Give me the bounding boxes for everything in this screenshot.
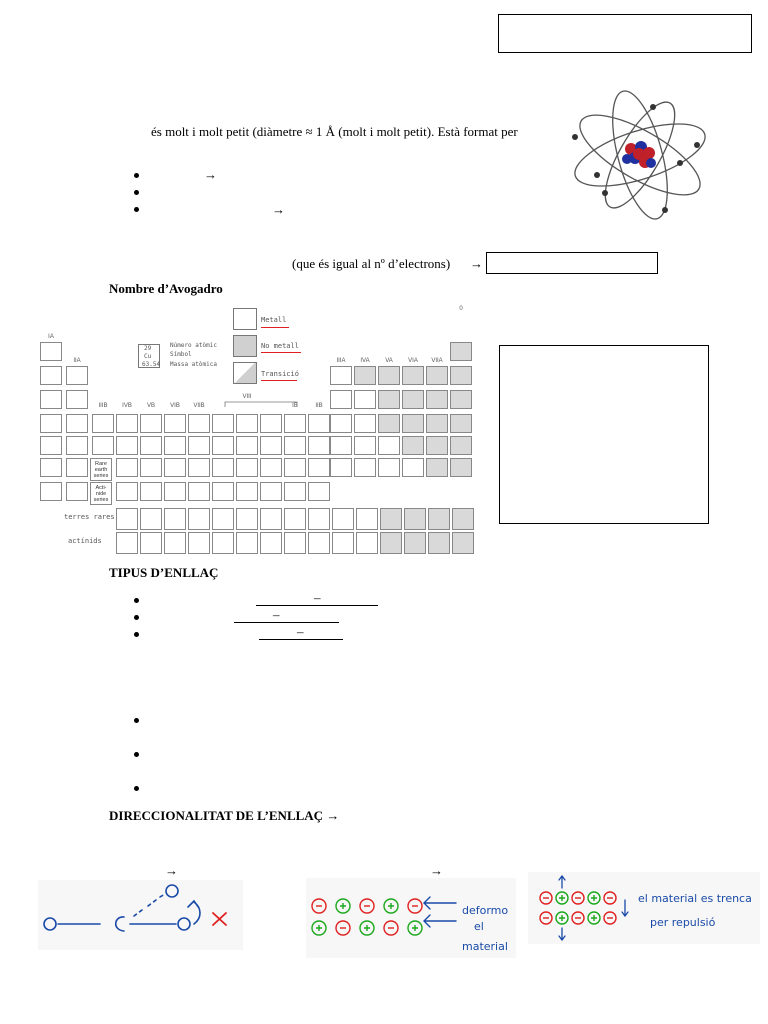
dash: – xyxy=(273,607,280,622)
arrow: → xyxy=(470,256,483,271)
element-cell xyxy=(330,436,352,455)
element-cell xyxy=(378,414,400,433)
bullet xyxy=(134,632,139,637)
legend-metal-swatch xyxy=(233,308,257,330)
element-cell xyxy=(236,414,258,433)
ionic-deform-sketch xyxy=(306,878,516,958)
element-cell xyxy=(164,482,186,501)
rare-earth-cell xyxy=(260,508,282,530)
element-cell xyxy=(66,436,88,455)
element-cell xyxy=(188,414,210,433)
actinide-series-cell: Acti- nide series xyxy=(90,482,112,505)
legend-mass-label: Massa atòmica xyxy=(170,361,217,368)
element-cell xyxy=(450,436,472,455)
element-cell xyxy=(378,458,400,477)
legend-nonmetal-swatch xyxy=(233,335,257,357)
element-cell xyxy=(164,436,186,455)
element-cell xyxy=(188,458,210,477)
group-label: VIIB xyxy=(193,403,205,409)
rare-earth-cell xyxy=(116,508,138,530)
element-cell xyxy=(378,366,400,385)
element-cell xyxy=(354,390,376,409)
element-cell xyxy=(40,342,62,361)
element-cell xyxy=(284,482,306,501)
element-cell xyxy=(260,436,282,455)
element-cell xyxy=(236,482,258,501)
legend-metal-label: Metall xyxy=(261,316,287,324)
handwriting-material: material xyxy=(462,940,508,953)
rare-earth-cell xyxy=(308,532,330,554)
dash: – xyxy=(297,624,304,639)
legend-example-symbol: Cu xyxy=(144,353,152,360)
group-label: IB xyxy=(292,403,298,409)
group-label: IIIB xyxy=(98,403,108,409)
legend-example-mass: 63.54 xyxy=(142,361,161,368)
atom-description: és molt i molt petit (diàmetre ≈ 1 Å (molt i molt petit). Està format per xyxy=(151,124,518,139)
rare-earth-cell xyxy=(404,532,426,554)
element-cell xyxy=(40,436,62,455)
rare-earth-cell xyxy=(284,508,306,530)
element-cell xyxy=(450,342,472,361)
rare-earth-cell xyxy=(140,532,162,554)
legend-nonmetal-label: No metall xyxy=(261,342,299,350)
rare-earth-cell xyxy=(164,532,186,554)
element-cell xyxy=(116,482,138,501)
bullet xyxy=(134,190,139,195)
legend-symbol-label: Símbol xyxy=(170,351,192,358)
rare-earth-cell xyxy=(332,532,354,554)
group-label: VA xyxy=(385,358,393,364)
rare-earth-cell xyxy=(452,508,474,530)
element-cell xyxy=(402,414,424,433)
element-cell xyxy=(116,458,138,477)
element-cell xyxy=(450,390,472,409)
element-cell xyxy=(354,436,376,455)
rare-earths-label: terres rares xyxy=(64,513,115,521)
rare-earth-cell xyxy=(332,508,354,530)
element-cell xyxy=(284,436,306,455)
underline xyxy=(261,352,301,353)
group-label: VIII xyxy=(242,394,252,400)
rare-earth-cell xyxy=(356,508,378,530)
element-cell xyxy=(188,482,210,501)
notes-box xyxy=(499,345,709,524)
bullet xyxy=(134,752,139,757)
element-cell xyxy=(236,458,258,477)
rare-earth-cell xyxy=(452,532,474,554)
element-cell xyxy=(140,436,162,455)
element-cell xyxy=(330,458,352,477)
element-cell xyxy=(426,366,448,385)
element-cell xyxy=(116,414,138,433)
handwriting-el: el xyxy=(474,920,484,933)
element-cell xyxy=(212,436,234,455)
element-cell xyxy=(212,482,234,501)
element-cell xyxy=(308,436,330,455)
element-cell xyxy=(450,366,472,385)
rare-earth-cell xyxy=(404,508,426,530)
group-label: VB xyxy=(146,403,155,409)
directionality-heading: DIRECCIONALITAT DE L’ENLLAÇ → xyxy=(109,808,340,823)
element-cell xyxy=(450,458,472,477)
group-label: IA xyxy=(48,334,54,340)
element-cell xyxy=(40,458,62,477)
element-cell xyxy=(426,390,448,409)
element-cell xyxy=(92,414,114,433)
group-label: VIIA xyxy=(431,358,443,364)
element-cell xyxy=(140,482,162,501)
underline xyxy=(261,380,297,381)
covalent-bond-sketch xyxy=(38,880,243,950)
element-cell xyxy=(330,390,352,409)
element-cell xyxy=(426,436,448,455)
rare-earth-cell xyxy=(308,508,330,530)
handwriting-deform: deformo xyxy=(462,904,509,917)
element-cell xyxy=(40,366,62,385)
dash: – xyxy=(314,590,321,605)
element-cell xyxy=(308,482,330,501)
element-cell xyxy=(164,414,186,433)
group-label: IIB xyxy=(315,403,323,409)
arrow: → xyxy=(165,863,178,878)
rare-earth-cell xyxy=(428,532,450,554)
rare-earth-cell xyxy=(212,508,234,530)
underline xyxy=(261,327,289,328)
legend-number-label: Número atòmic xyxy=(170,342,217,349)
element-cell xyxy=(330,414,352,433)
element-cell xyxy=(140,414,162,433)
bullet xyxy=(134,786,139,791)
legend-transition-label: Transició xyxy=(261,370,299,378)
actinides-label: actínids xyxy=(68,537,102,545)
rare-earth-cell xyxy=(116,532,138,554)
element-cell xyxy=(354,366,376,385)
element-cell xyxy=(66,482,88,501)
element-cell xyxy=(402,366,424,385)
element-cell xyxy=(92,436,114,455)
element-cell xyxy=(66,390,88,409)
element-cell xyxy=(308,458,330,477)
element-cell xyxy=(140,458,162,477)
rare-earth-cell xyxy=(212,532,234,554)
rare-earth-cell xyxy=(236,532,258,554)
element-cell xyxy=(402,458,424,477)
element-cell xyxy=(330,366,352,385)
element-cell xyxy=(354,414,376,433)
viii-bracket xyxy=(224,400,298,408)
bond-types-heading: TIPUS D’ENLLAÇ xyxy=(109,565,219,580)
electrons-text: (que és igual al nº d’electrons) xyxy=(292,256,451,271)
element-cell xyxy=(378,436,400,455)
element-cell xyxy=(212,458,234,477)
element-cell xyxy=(378,390,400,409)
rare-earth-cell xyxy=(284,532,306,554)
rare-earth-series-cell: Rare earth series xyxy=(90,458,112,481)
element-cell xyxy=(40,390,62,409)
rare-earth-cell xyxy=(380,508,402,530)
arrow: → xyxy=(272,202,285,217)
bullet xyxy=(134,207,139,212)
rare-earth-cell xyxy=(140,508,162,530)
group-label: VIA xyxy=(408,358,418,364)
element-cell xyxy=(402,436,424,455)
legend-transition-swatch xyxy=(233,362,257,384)
element-cell xyxy=(402,390,424,409)
blank-line xyxy=(234,622,339,623)
element-cell xyxy=(188,436,210,455)
name-box xyxy=(498,14,752,53)
arrow: → xyxy=(204,167,217,182)
rare-earth-table xyxy=(40,508,476,556)
element-cell xyxy=(284,458,306,477)
element-cell xyxy=(212,414,234,433)
element-cell xyxy=(164,458,186,477)
group-label: VIB xyxy=(170,403,180,409)
handwriting-breaks: el material es trenca xyxy=(638,892,752,905)
rare-earth-cell xyxy=(164,508,186,530)
bullet xyxy=(134,598,139,603)
element-cell xyxy=(116,436,138,455)
bullet xyxy=(134,718,139,723)
rare-earth-cell xyxy=(380,532,402,554)
element-cell xyxy=(426,414,448,433)
atom-icon xyxy=(565,85,715,220)
arrow: → xyxy=(430,863,443,878)
element-cell xyxy=(426,458,448,477)
rare-earth-cell xyxy=(428,508,450,530)
ionic-repulsion-sketch xyxy=(528,872,760,944)
periodic-table xyxy=(40,306,476,506)
bullet xyxy=(134,615,139,620)
group-label: IVB xyxy=(122,403,132,409)
answer-box xyxy=(486,252,658,274)
rare-earth-cell xyxy=(260,532,282,554)
bullet xyxy=(134,173,139,178)
element-cell xyxy=(260,414,282,433)
avogadro-heading: Nombre d’Avogadro xyxy=(109,281,223,296)
group-label: IIIA xyxy=(336,358,346,364)
rare-earth-cell xyxy=(188,508,210,530)
element-cell xyxy=(40,414,62,433)
group-label: 0 xyxy=(459,306,463,312)
rare-earth-cell xyxy=(236,508,258,530)
rare-earth-cell xyxy=(188,532,210,554)
group-label: IVA xyxy=(360,358,370,364)
handwriting-repulsion: per repulsió xyxy=(650,916,716,929)
element-cell xyxy=(260,458,282,477)
element-cell xyxy=(66,366,88,385)
element-cell xyxy=(308,414,330,433)
element-cell xyxy=(236,436,258,455)
element-cell xyxy=(66,414,88,433)
element-cell xyxy=(40,482,62,501)
group-label: IIA xyxy=(73,358,81,364)
element-cell xyxy=(66,458,88,477)
element-cell xyxy=(284,414,306,433)
element-cell xyxy=(260,482,282,501)
legend-example-number: 29 xyxy=(144,345,152,352)
rare-earth-cell xyxy=(356,532,378,554)
element-cell xyxy=(450,414,472,433)
element-cell xyxy=(354,458,376,477)
